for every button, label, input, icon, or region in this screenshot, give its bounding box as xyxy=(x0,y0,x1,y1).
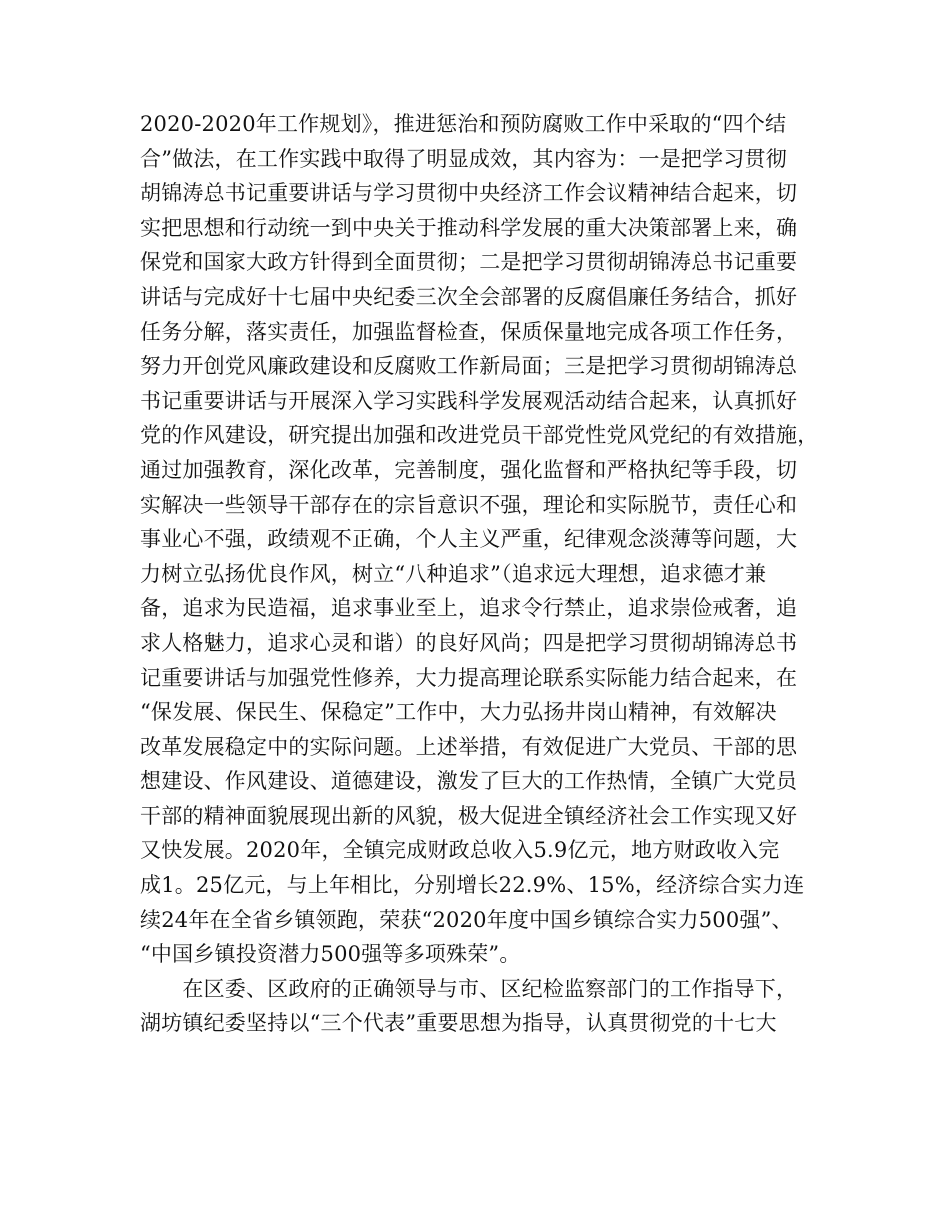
text-line: 记重要讲话与加强党性修养，大力提高理论联系实际能力结合起来，在 xyxy=(140,665,798,690)
text-line: 改革发展稳定中的实际问题。上述举措，有效促进广大党员、干部的思 xyxy=(140,734,798,759)
text-line: 湖坊镇纪委坚持以“三个代表”重要思想为指导，认真贯彻党的十七大 xyxy=(140,1011,777,1036)
text-line: 2020-2020年工作规划》，推进惩治和预防腐败工作中采取的“四个结 xyxy=(140,112,787,136)
text-line: 实解决一些领导干部存在的宗旨意识不强，理论和实际脱节，责任心和 xyxy=(140,492,798,517)
text-line: 书记重要讲话与开展深入学习实践科学发展观活动结合起来，认真抓好 xyxy=(140,388,798,413)
text-line: 任务分解，落实责任，加强监督检查，保质保量地完成各项工作任务， xyxy=(140,319,798,344)
text-line: “中国乡镇投资潜力500强等多项殊荣”。 xyxy=(140,942,521,967)
text-line: 保党和国家大政方针得到全面贯彻；二是把学习贯彻胡锦涛总书记重要 xyxy=(140,250,798,275)
text-line: 事业心不强，政绩观不正确，个人主义严重，纪律观念淡薄等问题，大 xyxy=(140,527,798,552)
text-line: 又快发展。2020年，全镇完成财政总收入5.9亿元，地方财政收入完 xyxy=(140,838,780,863)
text-line: 党的作风建设，研究提出加强和改进党员干部党性党风党纪的有效措施， xyxy=(140,423,819,448)
text-line: 续24年在全省乡镇领跑，荣获“2020年度中国乡镇综合实力500强”、 xyxy=(140,907,793,932)
text-line: 讲话与完成好十七届中央纪委三次全会部署的反腐倡廉任务结合，抓好 xyxy=(140,284,798,309)
text-line: 合”做法，在工作实践中取得了明显成效，其内容为：一是把学习贯彻 xyxy=(140,146,787,171)
text-line: 胡锦涛总书记重要讲话与学习贯彻中央经济工作会议精神结合起来，切 xyxy=(140,181,798,206)
text-line: 求人格魅力，追求心灵和谐）的良好风尚；四是把学习贯彻胡锦涛总书 xyxy=(140,630,798,655)
text-line: “保发展、保民生、保稳定”工作中，大力弘扬井岗山精神，有效解决 xyxy=(140,700,777,725)
text-line: 努力开创党风廉政建设和反腐败工作新局面；三是把学习贯彻胡锦涛总 xyxy=(140,354,798,379)
text-line: 备，追求为民造福，追求事业至上，追求令行禁止，追求崇俭戒奢，追 xyxy=(140,596,798,621)
text-line: 力树立弘扬优良作风，树立“八种追求”（追求远大理想，追求德才兼 xyxy=(140,561,767,586)
text-line: 成1。25亿元，与上年相比，分别增长22.9%、15%，经济综合实力连 xyxy=(140,873,805,898)
text-line: 实把思想和行动统一到中央关于推动科学发展的重大决策部署上来，确 xyxy=(140,215,798,240)
text-line: 通过加强教育，深化改革，完善制度，强化监督和严格执纪等手段，切 xyxy=(140,457,798,482)
text-line: 想建设、作风建设、道德建设，激发了巨大的工作热情，全镇广大党员 xyxy=(140,769,798,794)
paragraph-start-line: 在区委、区政府的正确领导与市、区纪检监察部门的工作指导下， xyxy=(140,976,798,1001)
body-text xyxy=(140,107,819,1041)
text-line: 干部的精神面貌展现出新的风貌，极大促进全镇经济社会工作实现又好 xyxy=(140,803,798,828)
